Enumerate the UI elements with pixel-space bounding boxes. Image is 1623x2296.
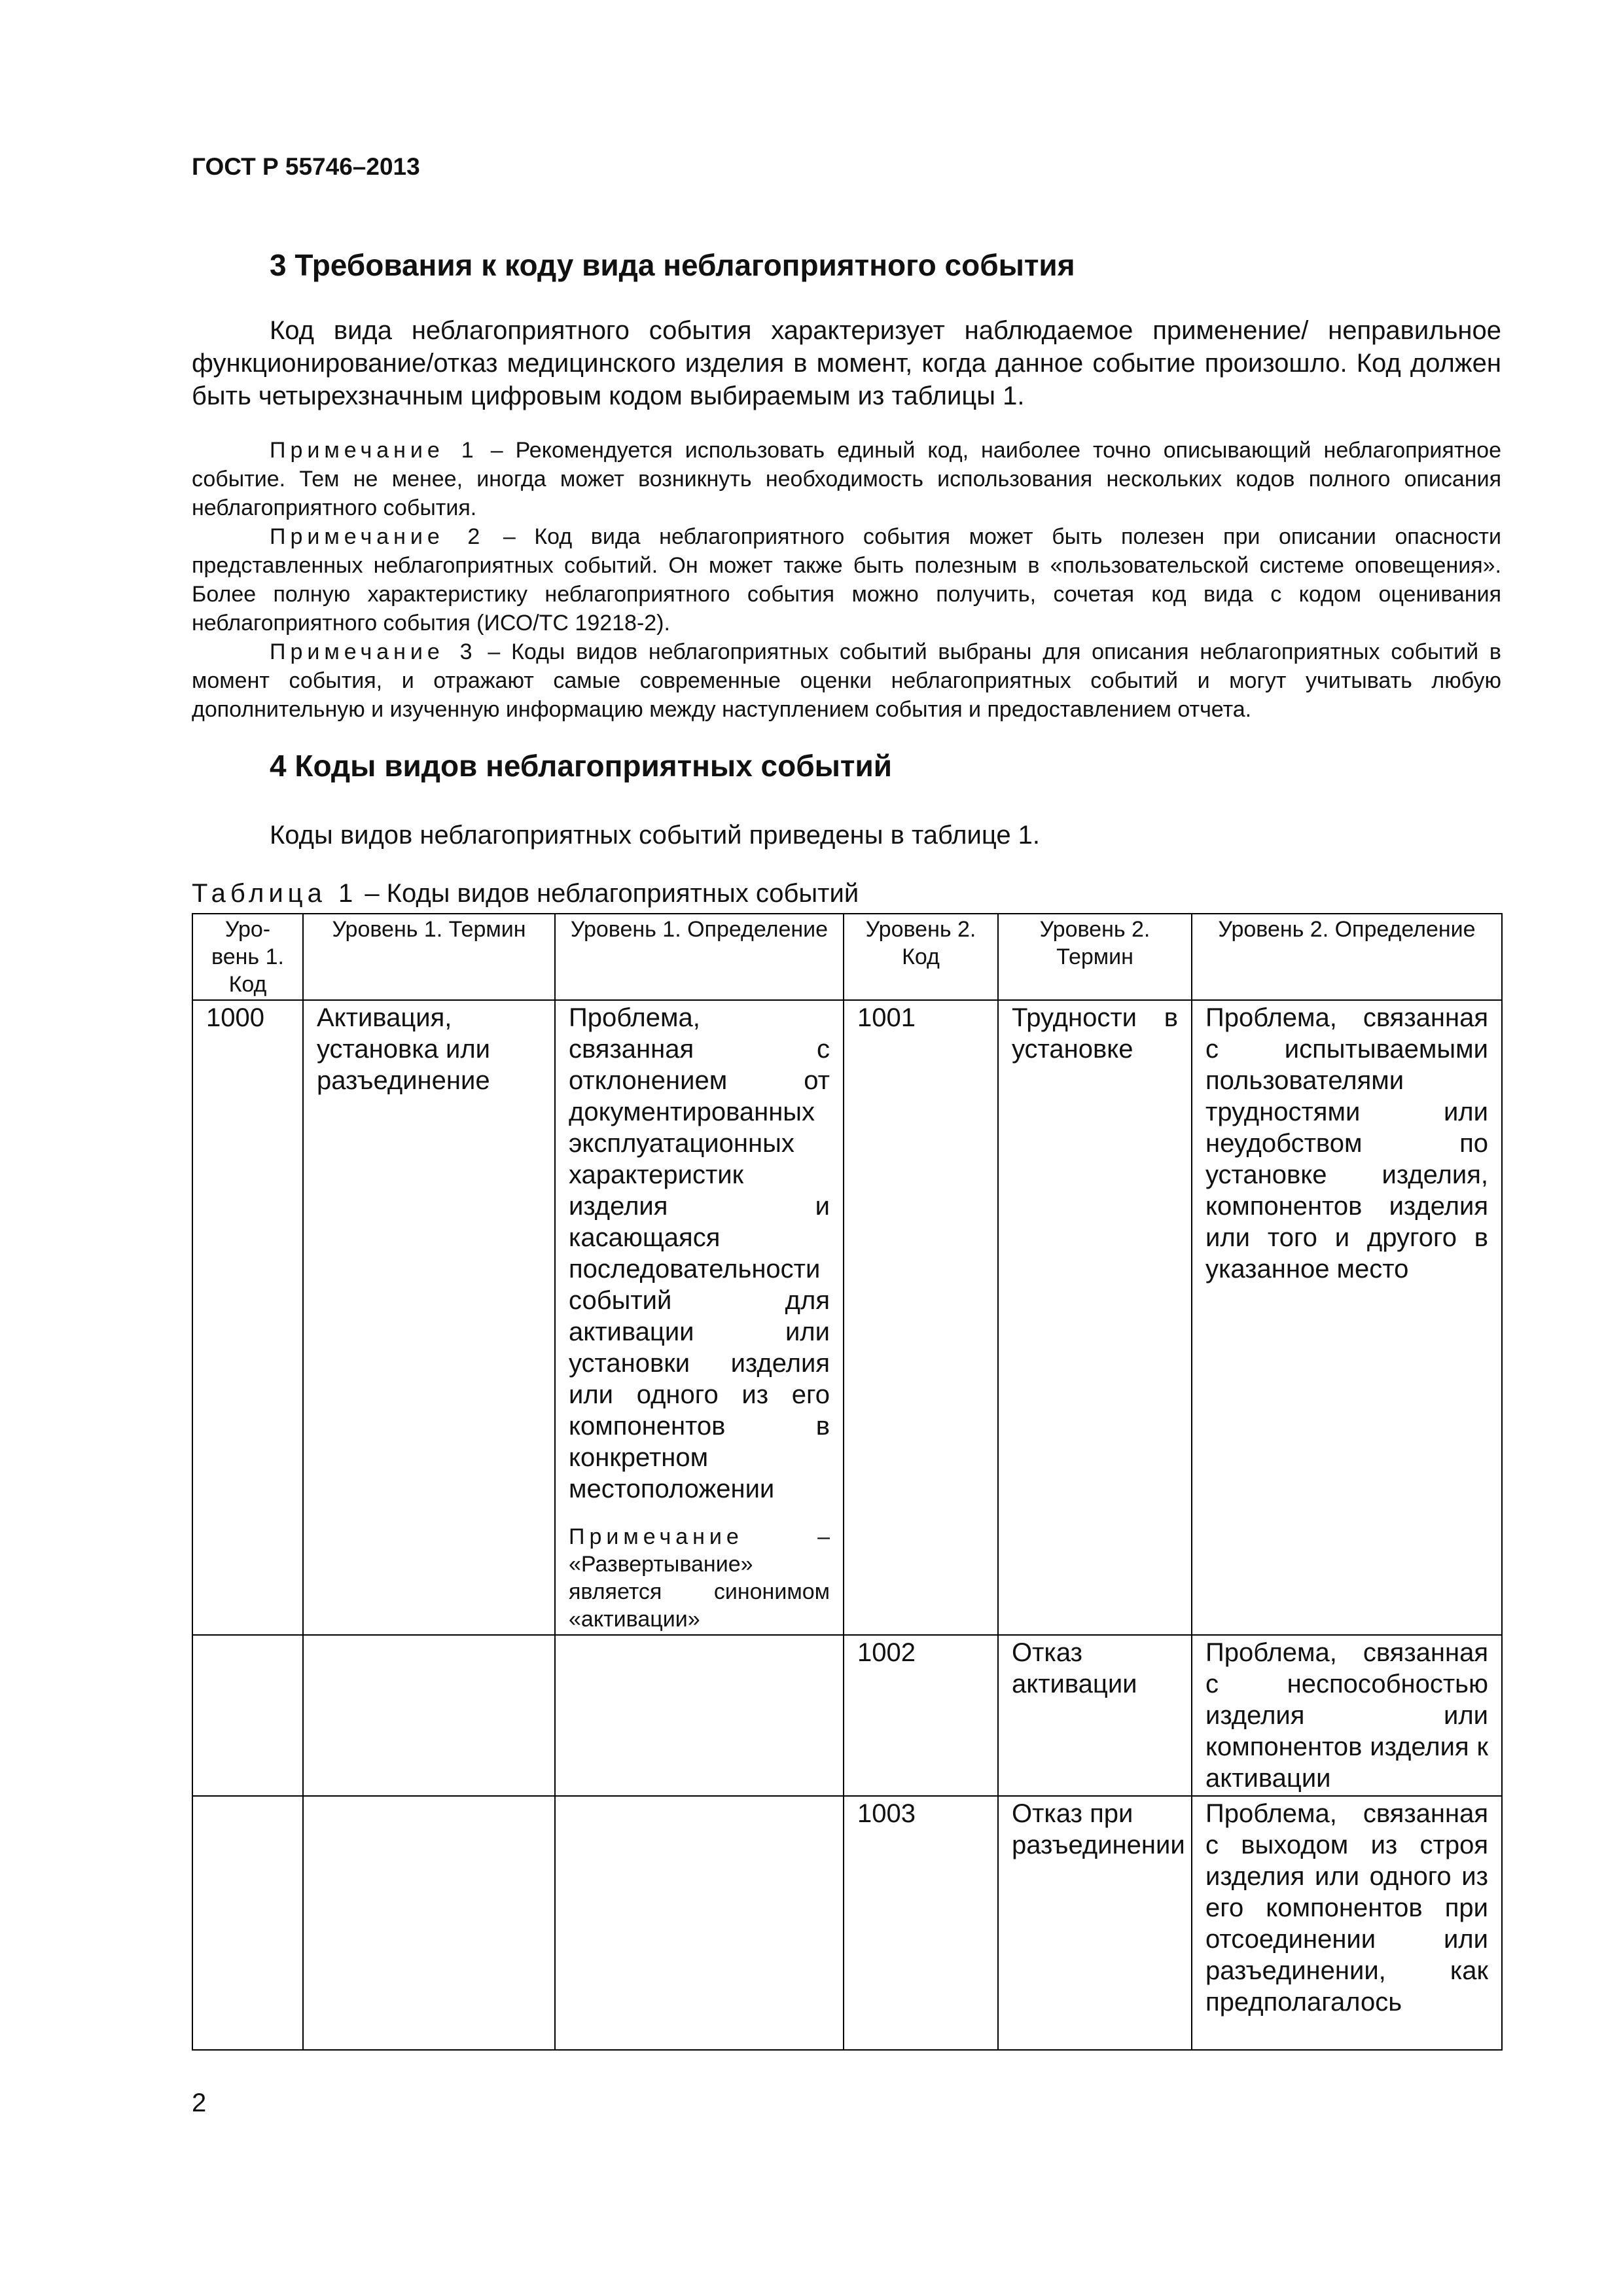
l1-definition-cell: [555, 1000, 844, 1635]
l1-definition-note: [569, 1523, 830, 1633]
l2-term-cell: Трудности в установке: [998, 1000, 1192, 1635]
note-1: [192, 436, 1501, 522]
table-caption-text: – Коды видов неблагоприятных событий: [357, 879, 859, 908]
table-row: [192, 1000, 1502, 1635]
table-header-row: [192, 914, 1502, 1000]
l1-term-cell: [303, 1796, 555, 2050]
l1-code-cell: [192, 1635, 303, 1796]
l1-definition-cell: [555, 1796, 844, 2050]
document-header: ГОСТ Р 55746–2013: [192, 153, 420, 180]
header-l1-definition: Уровень 1. Определение: [555, 914, 844, 1000]
note-label: Примечание 3: [270, 639, 477, 664]
l1-term-cell: [303, 1635, 555, 1796]
header-l2-code: Уровень 2. Код: [844, 914, 998, 1000]
l1-code-cell: [192, 1796, 303, 2050]
l2-term-cell: Отказ активации: [998, 1635, 1192, 1796]
section-4-paragraph: Коды видов неблагоприятных событий приведены в таблице 1.: [270, 821, 1041, 850]
table-caption-label: Таблица 1: [192, 879, 358, 908]
page-number: 2: [192, 2089, 207, 2117]
note-3: [192, 637, 1501, 724]
adverse-event-codes-table: [192, 913, 1503, 2051]
section-3-notes: [192, 436, 1501, 724]
l1-definition-text: Проблема, связанная с отклонением от документированных эксплуатационных характеристик изделия и касающаяся последовательности событий для активации или установки изделия или одного из его компонентов в конкретном местоположении: [569, 1003, 830, 1503]
l2-code-cell: 1001: [844, 1000, 998, 1635]
l2-definition-cell: Проблема, связанная с неспособностью изделия или компонентов изделия к активации: [1192, 1635, 1502, 1796]
table-row: [192, 1796, 1502, 2050]
section-3-paragraph: Код вида неблагоприятного события характеризует наблюдаемое применение/ неправильное функционирование/отказ медицинского изделия в момент, когда данное событие произошло. Код должен быть четырехзначным цифровым кодом выбираемым из таблицы 1.: [192, 316, 1501, 410]
note-text: – Код вида неблагоприятного события может быть полезен при описании опасности представленных неблагоприятных событий. Он может также быть полезным в «пользовательской системе оповещения». Более полную характеристику неблагоприятного события можно получить, сочетая код вида с кодом оценивания неблагоприятного события (ИСО/ТС 19218-2).: [192, 524, 1501, 636]
l2-term-cell: Отказ при разъединении: [998, 1796, 1192, 2050]
header-l1-code: Уро-вень 1. Код: [192, 914, 303, 1000]
l2-code-cell: 1003: [844, 1796, 998, 2050]
l2-code-cell: 1002: [844, 1635, 998, 1796]
table-row: [192, 1635, 1502, 1796]
note-label: Примечание 1: [270, 438, 478, 463]
l1-term-cell: Активация, установка или разъединение: [303, 1000, 555, 1635]
header-l1-term: Уровень 1. Термин: [303, 914, 555, 1000]
l1-code-cell: 1000: [192, 1000, 303, 1635]
note-text: – Рекомендуется использовать единый код, наиболее точно описывающий неблагоприятное событие. Тем не менее, иногда может возникнуть необходимость использования нескольких кодов полного описания неблагоприятного события.: [192, 438, 1501, 520]
header-l2-definition: Уровень 2. Определение: [1192, 914, 1502, 1000]
note-text: – Коды видов неблагоприятных событий выбраны для описания неблагоприятных событий в момент события, и отражают самые современные оценки неблагоприятных событий и могут учитывать любую дополнительную и изученную информацию между наступлением события и предоставлением отчета.: [192, 639, 1501, 722]
l2-definition-cell: Проблема, связанная с испытываемыми пользователями трудностями или неудобством по установке изделия, компонентов изделия или того и другого в указанное место: [1192, 1000, 1502, 1635]
section-4-title: 4 Коды видов неблагоприятных событий: [270, 749, 893, 783]
note-text: – «Развертывание» является синонимом «активации»: [569, 1524, 830, 1632]
l2-definition-cell: Проблема, связанная с выходом из строя изделия или одного из его компонентов при отсоединении или разъединении, как предполагалось: [1192, 1796, 1502, 2050]
note-2: [192, 522, 1501, 637]
note-label: Примечание: [569, 1524, 743, 1549]
section-3-title: 3 Требования к коду вида неблагоприятного события: [270, 248, 1075, 282]
table-caption: [192, 879, 859, 908]
l1-definition-cell: [555, 1635, 844, 1796]
header-l2-term: Уровень 2. Термин: [998, 914, 1192, 1000]
note-label: Примечание 2: [270, 524, 485, 549]
